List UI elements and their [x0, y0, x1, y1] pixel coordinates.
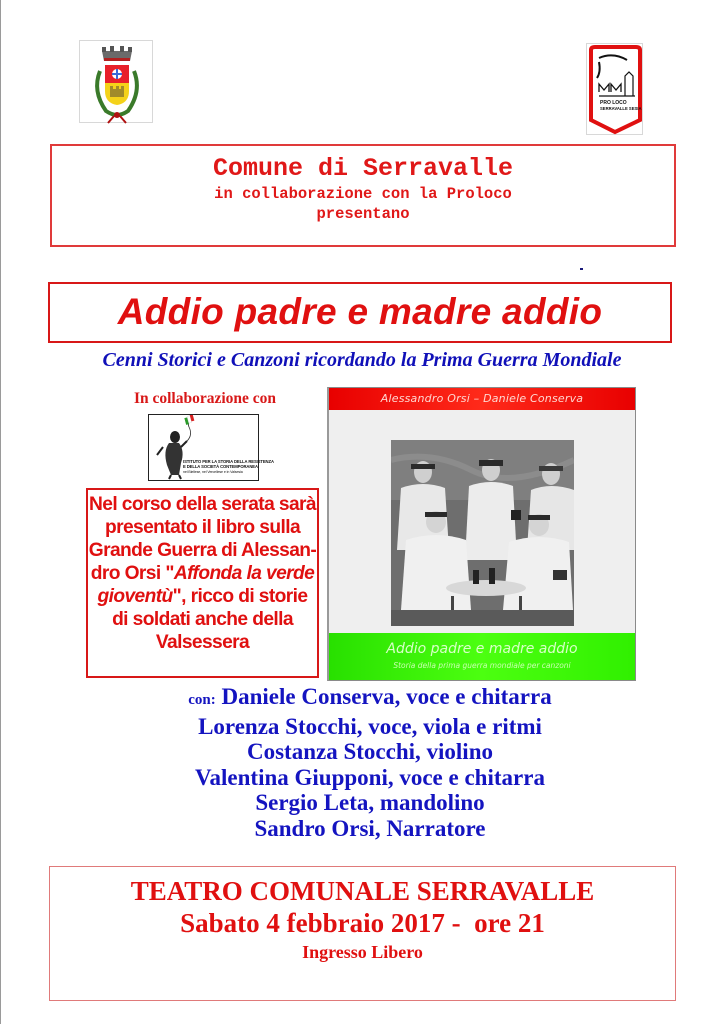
book-cover-authors: Alessandro Orsi – Daniele Conserva [329, 388, 635, 410]
event-title: Addio padre e madre addio [117, 291, 603, 332]
soldiers-photo-icon [391, 440, 574, 626]
book-cover-subtitle: Storia della prima guerra mondiale per canzoni [393, 661, 571, 670]
book-cover-image [327, 387, 636, 681]
book-desc-line: di soldati anche della [112, 609, 293, 630]
performers-list [110, 684, 630, 841]
performer-item: con: Daniele Conserva, voce e chitarra [188, 684, 552, 709]
book-desc-line: Nel corso della serata sarà [89, 494, 316, 515]
book-desc-line: gioventù", ricco di storie [97, 586, 308, 607]
coat-of-arms-logo [79, 40, 153, 123]
venue-entry: Ingresso Libero [302, 942, 423, 962]
venue-box [49, 866, 676, 1001]
performer-item: Costanza Stocchi, violino [247, 739, 493, 764]
institute-logo [148, 414, 274, 481]
performer-item: Valentina Giupponi, voce e chitarra [195, 764, 545, 790]
stray-mark [580, 268, 583, 270]
book-cover-title-bar [329, 633, 635, 680]
pro-loco-logo [586, 43, 643, 135]
book-desc-line: Grande Guerra di Alessan- [88, 540, 317, 561]
performer-item: Sandro Orsi, Narratore [254, 815, 486, 841]
event-subtitle: Cenni Storici e Canzoni ricordando la Prima Guerra Mondiale [102, 349, 622, 371]
book-desc-line: dro Orsi "Affonda la verde [90, 563, 315, 584]
book-desc-line: presentato il libro sulla [104, 517, 301, 538]
coat-of-arms-icon [80, 41, 154, 124]
venue-date-time: Sabato 4 febbraio 2017 - ore 21 [180, 908, 545, 938]
header-box [50, 144, 676, 247]
book-title-italic: gioventù [97, 586, 173, 607]
soldiers-photo [391, 440, 574, 626]
header-title: Comune di Serravalle [212, 154, 514, 183]
book-description-box [86, 488, 319, 678]
performer-item: Sergio Leta, mandolino [255, 790, 485, 815]
institute-name-line3: nel Biellese, nel Vercellese e in Valsesia [183, 470, 243, 474]
svg-text:SERRAVALLE SESIA: SERRAVALLE SESIA [600, 106, 642, 111]
page-edge [0, 0, 1, 1024]
book-desc-line: Valsessera [155, 632, 250, 653]
event-title-box [48, 282, 672, 343]
venue-name: TEATRO COMUNALE SERRAVALLE [130, 876, 595, 906]
con-label: con: [188, 692, 216, 708]
book-title-italic: Affonda la verde [173, 563, 315, 584]
collaboration-label: In collaborazione con [133, 390, 277, 407]
institute-name-line1: ISTITUTO PER LA STORIA DELLA RESISTENZA [183, 459, 274, 464]
header-collaboration-line: in collaborazione con la Proloco [214, 185, 512, 203]
performer-item: Lorenza Stocchi, voce, viola e ritmi [198, 713, 542, 739]
pro-loco-shield-icon [587, 44, 644, 136]
book-cover-title: Addio padre e madre addio [386, 641, 578, 657]
institute-name-line2: E DELLA SOCIETÀ CONTEMPORANEA [183, 464, 258, 469]
book-description [88, 493, 317, 654]
header-presentano-line: presentano [316, 205, 410, 223]
svg-text:PRO LOCO: PRO LOCO [600, 100, 627, 106]
